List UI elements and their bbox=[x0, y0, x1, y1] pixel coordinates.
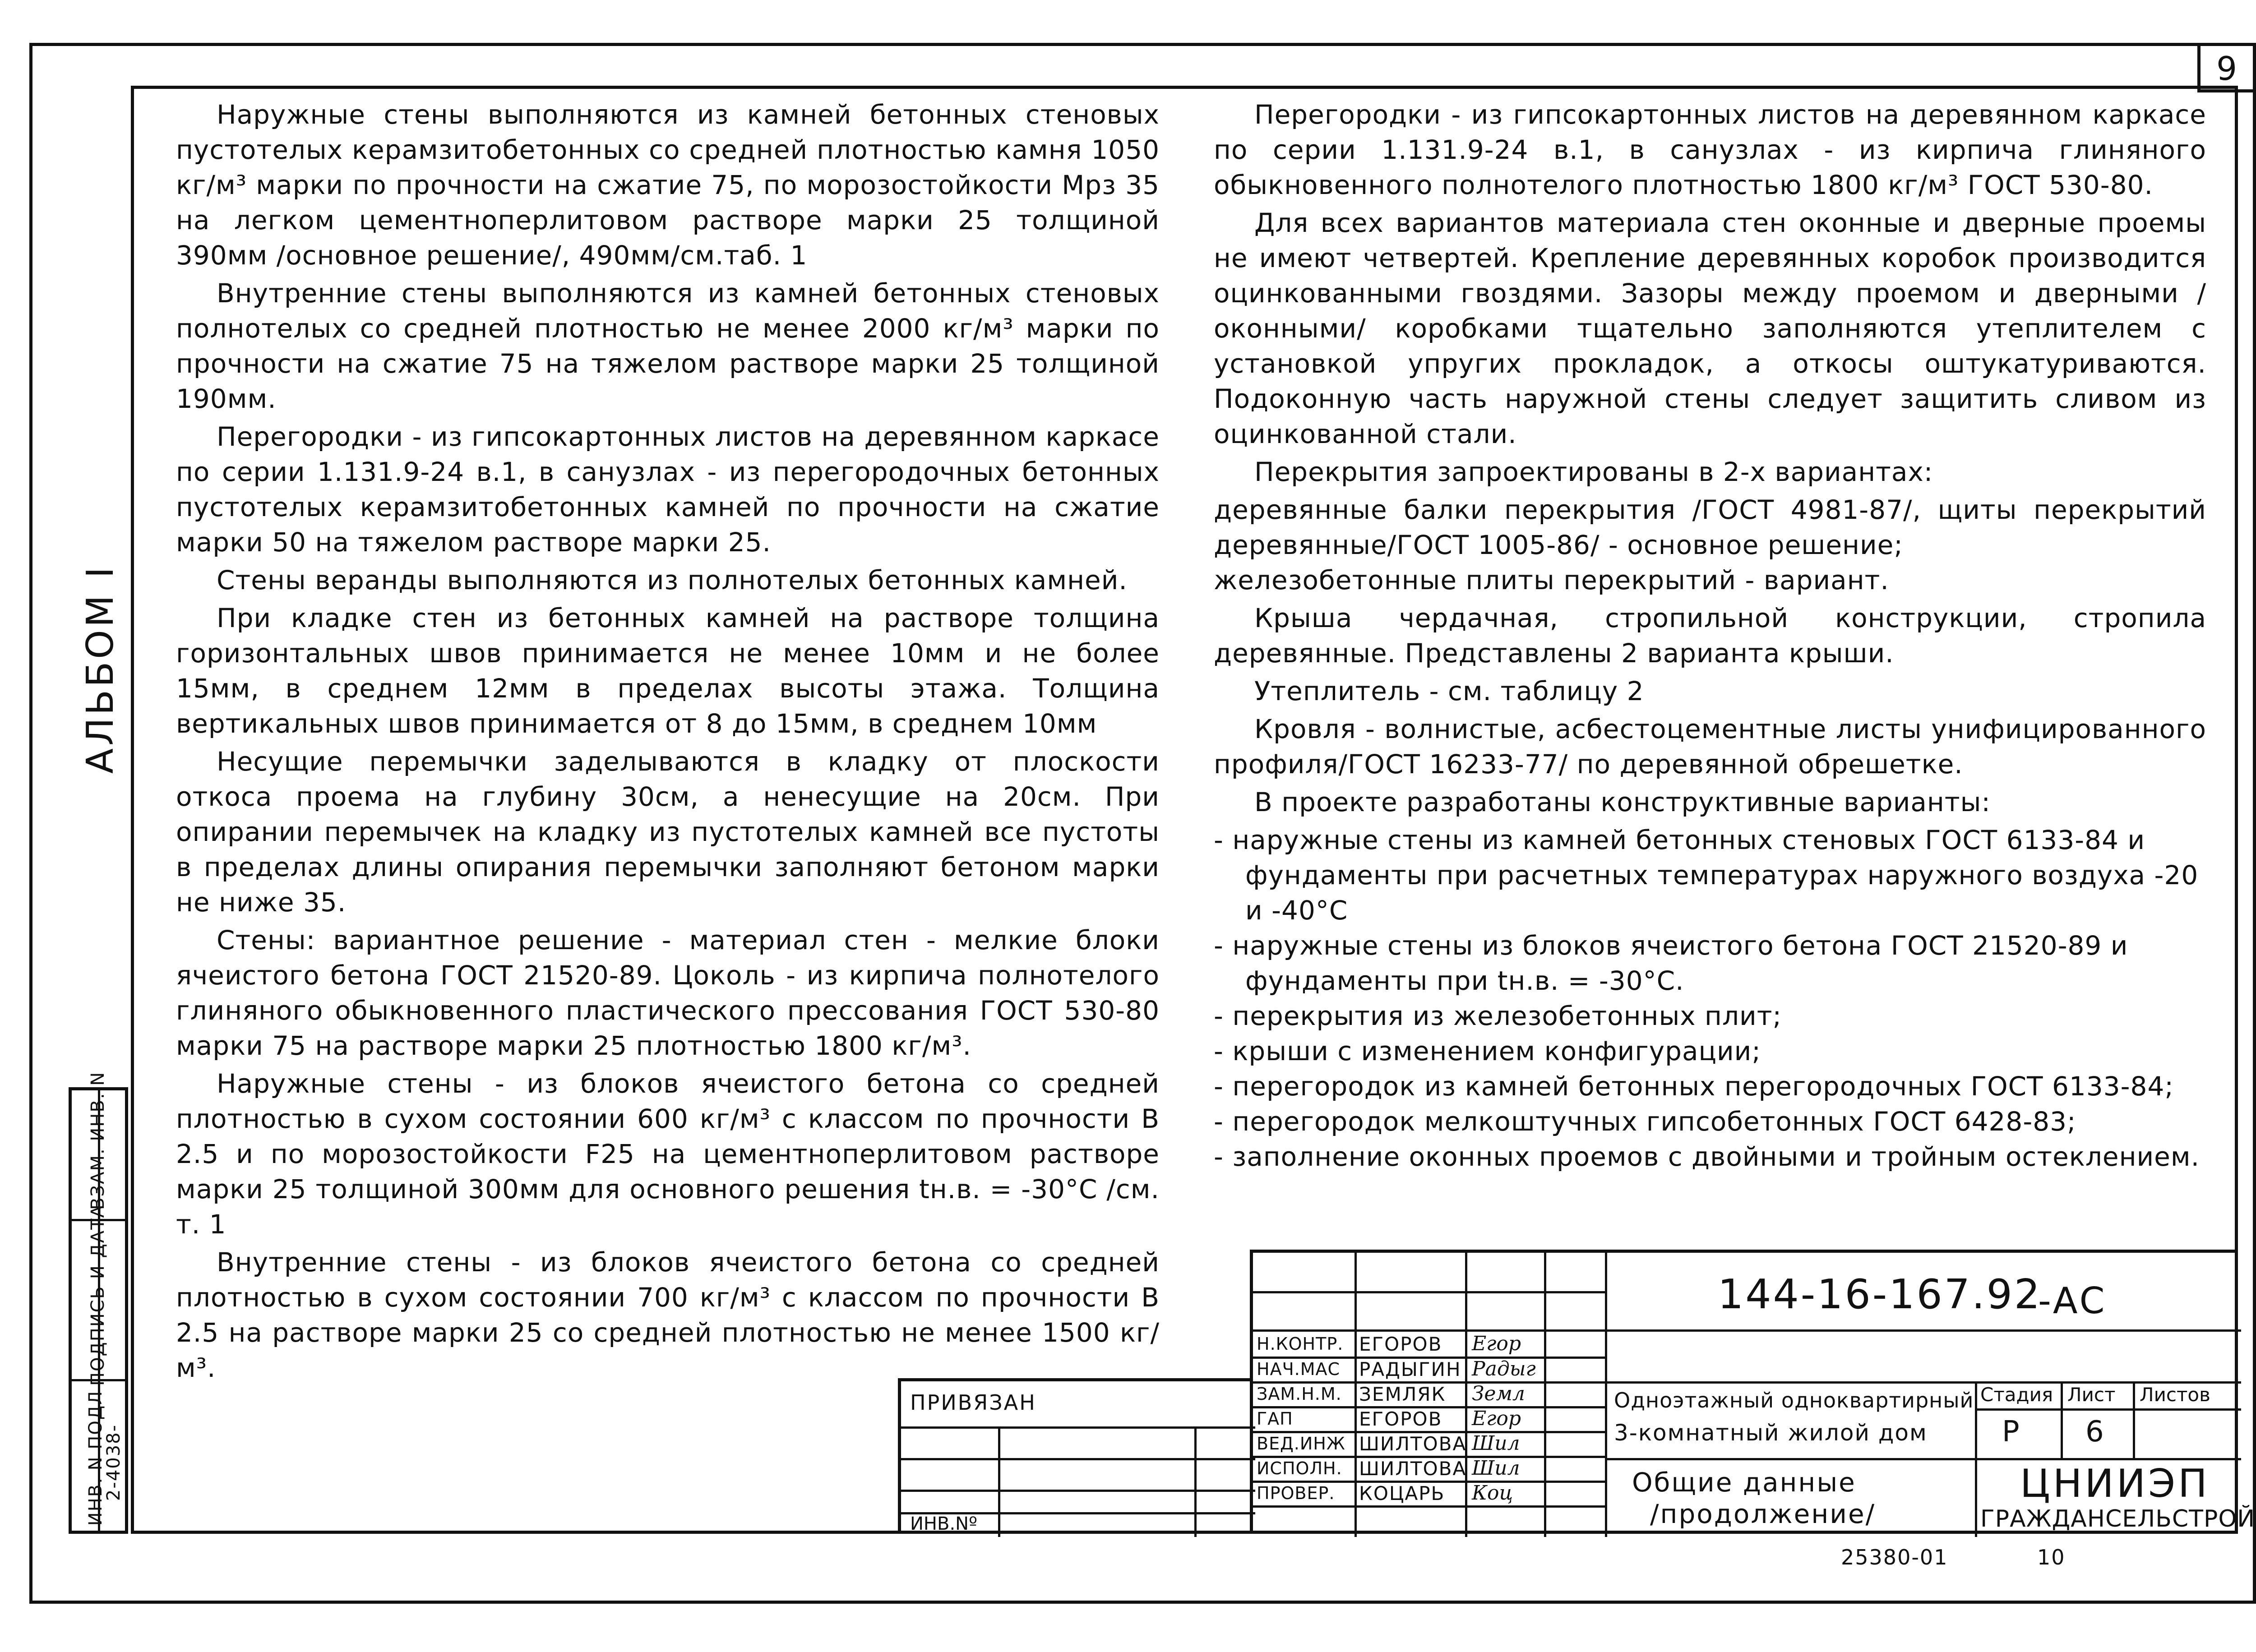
sheet-title-line1: Общие данные bbox=[1632, 1467, 1856, 1498]
grid-line bbox=[1975, 1381, 1977, 1537]
text-paragraph: Стены веранды выполняются из полнотелых бетонных камней. bbox=[217, 565, 1128, 595]
text-paragraph: Наружные стены выполняются из камней бетонных стеновых пустотелых керамзитобетонных со средней плотностью камня 1050 кг/м³ марки по прочности на сжатие 75, по морозостойкости Мрз 35 на легком цементноперлитовом растворе марки 25 толщиной 390мм /основное решение/, 490мм/см.таб. 1 bbox=[176, 99, 1160, 271]
grid-line bbox=[2133, 1381, 2135, 1458]
sheet-label: Лист bbox=[2067, 1384, 2116, 1406]
handwritten-signature: Земл bbox=[1472, 1382, 1525, 1405]
page-number: 9 bbox=[2197, 43, 2256, 92]
sheets-label: Листов bbox=[2140, 1384, 2210, 1406]
grid-line bbox=[901, 1490, 1255, 1492]
handwritten-signature: Егор bbox=[1472, 1407, 1521, 1430]
text-paragraph: Перегородки - из гипсокартонных листов на деревянном каркасе по серии 1.131.9-24 в.1, в санузлах - из перегородочных бетонных пустотелых керамзитобетонных камней по прочности на сжатие марки 50 на тяжелом растворе марки 25. bbox=[176, 421, 1160, 558]
side-stamp bbox=[69, 1071, 128, 1534]
title-block bbox=[1250, 1250, 2256, 1534]
handwritten-signature: Шил bbox=[1472, 1432, 1520, 1455]
left-text-column bbox=[176, 97, 1160, 1388]
grid-line bbox=[1465, 1253, 1467, 1537]
grid-line bbox=[901, 1458, 1255, 1460]
handwritten-signature: Коц bbox=[1472, 1481, 1513, 1504]
inv-podl-value: 2-4038- bbox=[103, 1424, 124, 1501]
floor-variant: железобетонные плиты перекрытий - вариант. bbox=[1214, 565, 1889, 595]
text-paragraph: Стены: вариантное решение - материал стен - мелкие блоки ячеистого бетона ГОСТ 21520-89. Цоколь - из кирпича полнотелого глиняного обыкновенного пластического прессования ГОСТ 530-80 марки 75 на растворе марки 25 плотностью 1800 кг/м³. bbox=[176, 925, 1160, 1061]
podpis-data-label: ПОДПИСЬ И ДАТА bbox=[88, 1204, 108, 1386]
text-paragraph: Наружные стены - из блоков ячеистого бетона со средней плотностью в сухом состоянии 600 кг/м³ с классом по прочности В 2.5 и по морозостойкости F25 на цементноперлитовом растворе марки 25 толщиной 300мм для основного решения tн.в. = -30°С /см. т. 1 bbox=[176, 1068, 1160, 1240]
grid-line bbox=[1605, 1329, 2241, 1332]
variant-list-item: - перегородок из камней бетонных перегородочных ГОСТ 6133-84; bbox=[1214, 1071, 2174, 1102]
text-paragraph: В проекте разработаны конструктивные варианты: bbox=[1254, 787, 1991, 817]
grid-line bbox=[1253, 1291, 1605, 1293]
handwritten-signature: Радыг bbox=[1472, 1357, 1536, 1380]
stage-value: Р bbox=[2002, 1415, 2020, 1449]
signature-name: РАДЫГИН bbox=[1359, 1358, 1461, 1380]
text-paragraph: Несущие перемычки заделываются в кладку от плоскости откоса проема на глубину 30см, а ненесущие на 20см. При опирании перемычек на кладку из пустотелых камней все пустоты в пределах длины опирания перемычки заполняют бетоном марки не ниже 35. bbox=[176, 746, 1160, 918]
grid-line bbox=[901, 1426, 1255, 1429]
signature-role: ВЕД.ИНЖ bbox=[1257, 1434, 1345, 1454]
floor-variant: деревянные балки перекрытия /ГОСТ 4981-87/, щиты перекрытий деревянные/ГОСТ 1005-86/ - основное решение; bbox=[1214, 494, 2206, 560]
text-paragraph: Перекрытия запроектированы в 2-х вариантах: bbox=[1254, 457, 1933, 487]
text-paragraph: При кладке стен из бетонных камней на растворе толщина горизонтальных швов принимается не менее 10мм и не более 15мм, в среднем 12мм в пределах высоты этажа. Толщина вертикальных швов принимается от 8 до 15мм, в среднем 10мм bbox=[176, 603, 1160, 739]
handwritten-signature: Егор bbox=[1472, 1332, 1521, 1355]
text-paragraph: Внутренние стены выполняются из камней бетонных стеновых полнотелых со средней плотностью не менее 2000 кг/м³ марки по прочности на сжатие 75 на тяжелом растворе марки 25 толщиной 190мм. bbox=[176, 278, 1160, 414]
sheet-value: 6 bbox=[2085, 1415, 2104, 1449]
variant-list-item: - перегородок мелкоштучных гипсобетонных ГОСТ 6428-83; bbox=[1214, 1106, 2076, 1137]
signature-name: ШИЛТОВА bbox=[1359, 1458, 1467, 1480]
text-paragraph: Крыша чердачная, стропильной конструкции, стропила деревянные. Представлены 2 варианта крыши. bbox=[1214, 603, 2206, 669]
variant-list-item: - перекрытия из железобетонных плит; bbox=[1214, 1001, 1782, 1031]
organization-name: ЦНИИЭП bbox=[2020, 1461, 2210, 1506]
text-paragraph: Перегородки - из гипсокартонных листов на деревянном каркасе по серии 1.131.9-24 в.1, в санузлах - из кирпича глиняного обыкновенного полнотелого плотностью 1800 кг/м³ ГОСТ 530-80. bbox=[1214, 99, 2206, 200]
grid-line bbox=[1253, 1505, 1605, 1508]
right-text-column bbox=[1214, 97, 2206, 1174]
variant-list-item: - крыши с изменением конфигурации; bbox=[1214, 1036, 1761, 1066]
signature-role: НАЧ.МАС bbox=[1257, 1359, 1341, 1379]
variant-list-item: - заполнение оконных проемов с двойными и тройным остеклением. bbox=[1214, 1141, 2200, 1172]
album-label: АЛЬБОМ I bbox=[79, 564, 122, 774]
text-paragraph: Внутренние стены - из блоков ячеистого бетона со средней плотностью в сухом состоянии 700 кг/м³ с классом по прочности В 2.5 на растворе марки 25 со средней плотностью не менее 1500 кг/м³. bbox=[176, 1247, 1160, 1383]
signature-role: ИСПОЛН. bbox=[1257, 1458, 1342, 1478]
text-paragraph: Кровля - волнистые, асбестоцементные листы унифицированного профиля/ГОСТ 16233-77/ по деревянной обрешетке. bbox=[1214, 714, 2206, 780]
variant-list-item: - наружные стены из камней бетонных стеновых ГОСТ 6133-84 и фундаменты при расчетных температурах наружного воздуха -20 и -40°С bbox=[1214, 825, 2199, 926]
grid-line bbox=[1544, 1253, 1546, 1537]
inv-no-label: ИНВ.Nº bbox=[910, 1514, 977, 1534]
signature-role: ГАП bbox=[1257, 1409, 1293, 1429]
document-suffix: -АС bbox=[2038, 1280, 2107, 1322]
inv-podl-label: ИНВ. N ПОДЛ bbox=[85, 1390, 106, 1526]
signature-name: ЕГОРОВ bbox=[1359, 1333, 1442, 1355]
text-paragraph: Утеплитель - см. таблицу 2 bbox=[1254, 676, 1644, 706]
grid-line bbox=[1605, 1458, 2241, 1460]
signature-role: ЗАМ.Н.М. bbox=[1257, 1384, 1342, 1404]
project-title-line1: Одноэтажный одноквартирный bbox=[1614, 1388, 1974, 1412]
grid-line bbox=[998, 1426, 1000, 1537]
organization-subname: ГРАЖДАНСЕЛЬСТРОЙ bbox=[1980, 1505, 2256, 1532]
signature-name: ЗЕМЛЯК bbox=[1359, 1383, 1446, 1405]
grid-line bbox=[1253, 1329, 1605, 1332]
grid-line bbox=[1605, 1253, 1607, 1537]
stage-label: Стадия bbox=[1980, 1384, 2053, 1406]
signature-role: ПРОВЕР. bbox=[1257, 1483, 1335, 1503]
vzam-inv-label: ВЗАМ. ИНВ. N bbox=[88, 1071, 108, 1210]
sheet-title-line2: /продолжение/ bbox=[1650, 1499, 1876, 1529]
signature-name: ЕГОРОВ bbox=[1359, 1408, 1442, 1430]
attached-block bbox=[898, 1378, 1252, 1534]
grid-line bbox=[2061, 1381, 2063, 1458]
signature-role: Н.КОНТР. bbox=[1257, 1334, 1344, 1354]
grid-line bbox=[1975, 1408, 2241, 1411]
privyazan-label: ПРИВЯЗАН bbox=[910, 1390, 1036, 1415]
project-title-line2: 3-комнатный жилой дом bbox=[1614, 1420, 1928, 1446]
document-code: 144-16-167.92 bbox=[1718, 1271, 2042, 1318]
grid-line bbox=[1355, 1253, 1357, 1537]
grid-line bbox=[1194, 1426, 1197, 1537]
text-paragraph: Для всех вариантов материала стен оконные и дверные проемы не имеют четвертей. Крепление деревянных коробок производится оцинкованными гвоздями. Зазоры между проемом и дверными /оконными/ коробками тщательно заполняются утеплителем с установкой упругих прокладок, а откосы оштукатуриваются. Подоконную часть наружной стены следует защитить сливом из оцинкованной стали. bbox=[1214, 208, 2206, 449]
variant-list-item: - наружные стены из блоков ячеистого бетона ГОСТ 21520-89 и фундаменты при tн.в. = -30°С. bbox=[1214, 930, 2128, 996]
handwritten-signature: Шил bbox=[1472, 1457, 1520, 1480]
archive-code: 25380-01 bbox=[1841, 1545, 1948, 1569]
signature-name: КОЦАРЬ bbox=[1359, 1482, 1445, 1504]
archive-sheet-number: 10 bbox=[2037, 1545, 2066, 1569]
signature-name: ШИЛТОВА bbox=[1359, 1433, 1467, 1455]
